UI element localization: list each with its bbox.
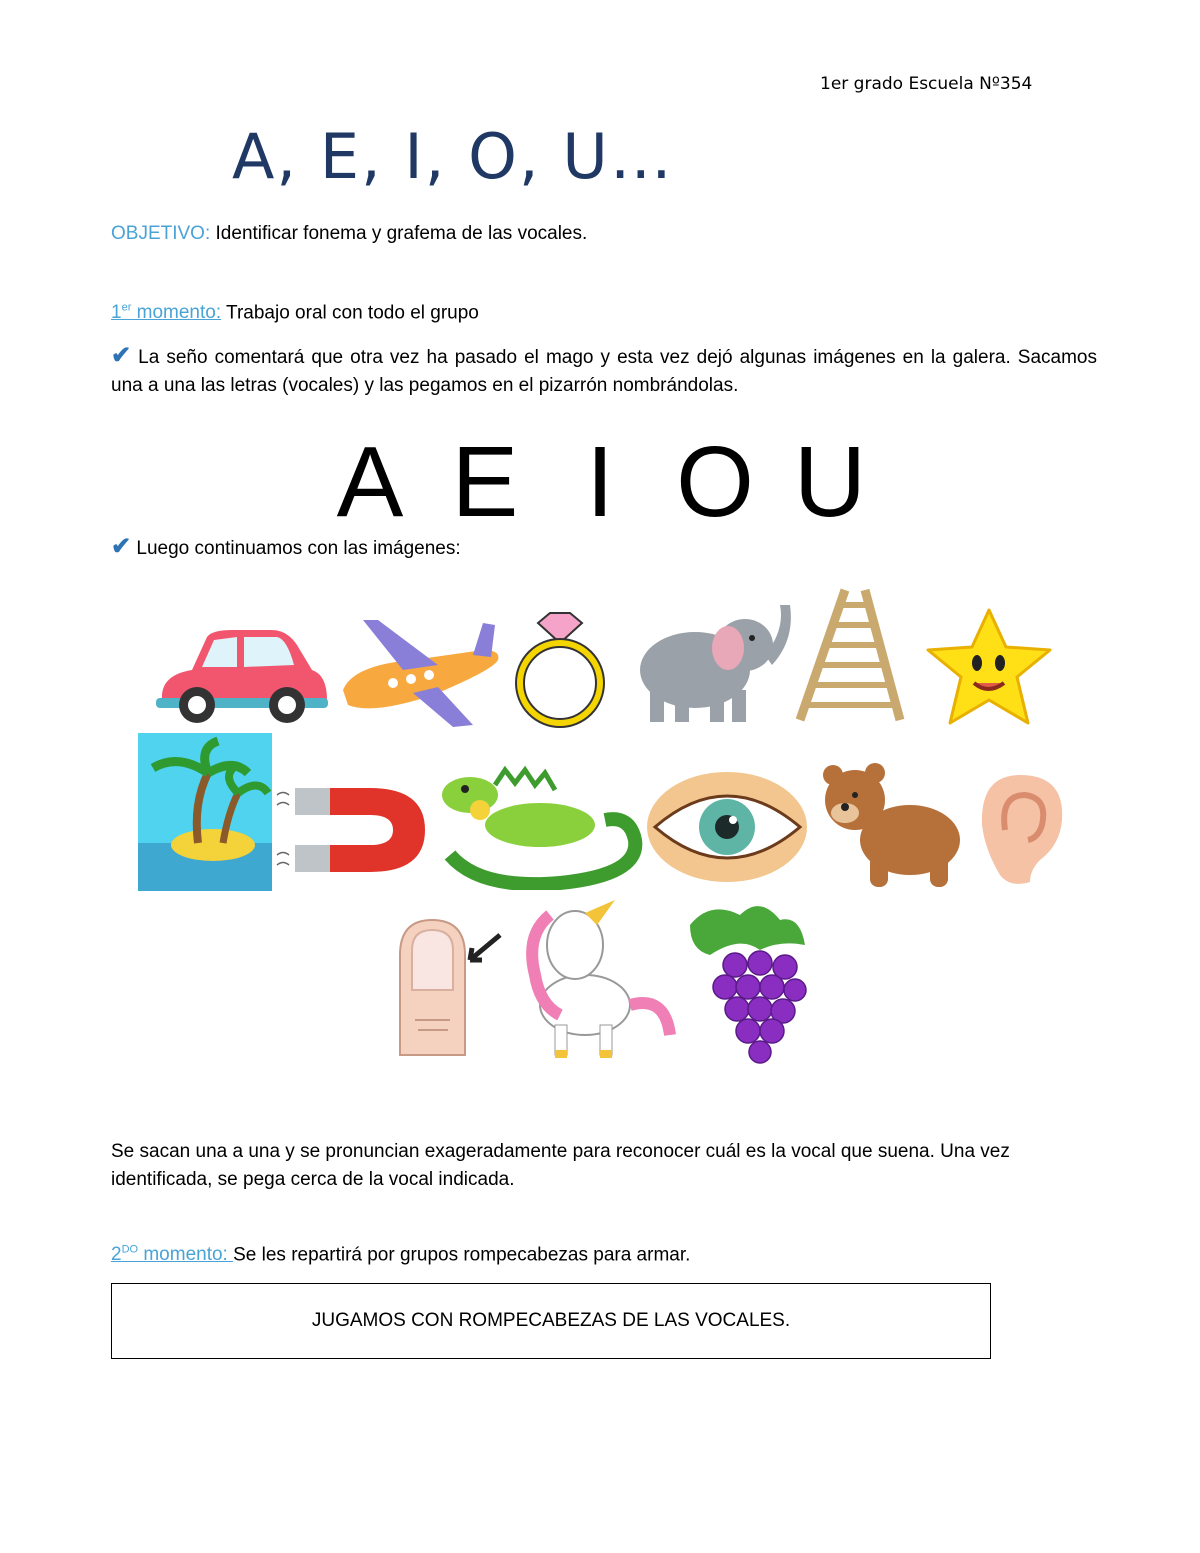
vowel-o: O bbox=[676, 426, 754, 538]
moment2-num: 2 bbox=[111, 1244, 122, 1266]
activity-box: JUGAMOS CON ROMPECABEZAS DE LAS VOCALES. bbox=[111, 1283, 991, 1359]
paragraph-1 bbox=[111, 342, 1097, 400]
car-icon bbox=[152, 625, 330, 725]
moment2-label bbox=[111, 1244, 233, 1265]
magnet-icon bbox=[275, 770, 440, 890]
moment1-text: Trabajo oral con todo el grupo bbox=[221, 302, 479, 324]
objective-line bbox=[111, 220, 587, 248]
objective-label: OBJETIVO bbox=[111, 223, 205, 244]
vowel-u: U bbox=[793, 426, 867, 538]
elephant-icon bbox=[610, 600, 795, 725]
moment1-label bbox=[111, 302, 221, 323]
school-header: 1er grado Escuela Nº354 bbox=[820, 74, 1033, 94]
paragraph-1-text: La seño comentará que otra vez ha pasado el mago y esta vez dejó algunas imágenes en la galera. Sacamos una a una las letras (vocales) y las pegamos en el pizarrón nombrándolas. bbox=[111, 347, 1097, 396]
airplane-icon bbox=[333, 615, 503, 730]
fingernail-icon bbox=[390, 915, 505, 1060]
moment2-sup: DO bbox=[121, 1244, 139, 1256]
moment2-line bbox=[111, 1236, 690, 1269]
checkmark-icon: ✔ bbox=[111, 533, 132, 560]
moment1-num: 1 bbox=[111, 302, 122, 324]
paragraph-2-text: Luego continuamos con las imágenes: bbox=[136, 538, 461, 559]
vowel-e: E bbox=[451, 426, 519, 538]
paragraph-2 bbox=[111, 533, 461, 563]
island-icon bbox=[138, 733, 272, 891]
ear-icon bbox=[970, 770, 1070, 890]
unicorn-icon bbox=[505, 895, 680, 1065]
grapes-icon bbox=[680, 895, 820, 1065]
star-icon bbox=[922, 605, 1057, 730]
moment2-text: Se les repartirá por grupos rompecabezas para armar. bbox=[233, 1244, 691, 1266]
objective-text: Identificar fonema y grafema de las vocales. bbox=[210, 223, 588, 244]
vowel-a: A bbox=[336, 426, 404, 538]
moment2-label-text: momento: bbox=[138, 1244, 234, 1266]
vowel-i: I bbox=[586, 426, 614, 538]
checkmark-icon: ✔ bbox=[111, 342, 132, 369]
moment1-line bbox=[111, 294, 479, 327]
iguana-icon bbox=[440, 765, 645, 890]
ladder-icon bbox=[790, 585, 915, 725]
moment1-sup: er bbox=[121, 302, 132, 314]
vowel-row bbox=[0, 425, 1200, 540]
objective-colon: : bbox=[204, 223, 211, 244]
moment1-label-text: momento: bbox=[131, 302, 222, 324]
bear-icon bbox=[815, 755, 965, 890]
ring-icon bbox=[510, 595, 610, 730]
page-title: A, E, I, O, U… bbox=[232, 120, 674, 193]
paragraph-3: Se sacan una a una y se pronuncian exageradamente para reconocer cuál es la vocal que suena. Una vez identificada, se pega cerca de la vocal indicada. bbox=[111, 1141, 1010, 1190]
eye-icon bbox=[645, 770, 810, 885]
